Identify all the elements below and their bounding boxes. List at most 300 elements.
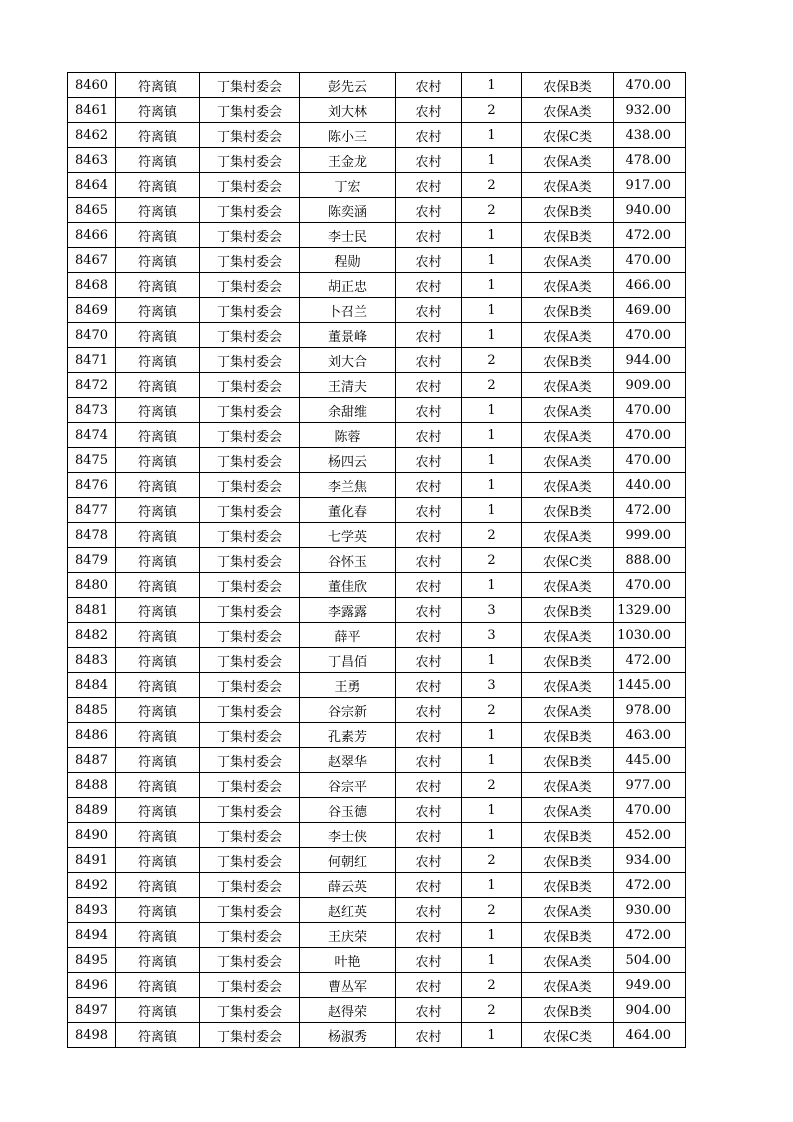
record-id-cell: 8473 <box>68 398 116 423</box>
table-row <box>68 473 686 498</box>
town-cell: 符离镇 <box>116 948 200 973</box>
town-cell: 符离镇 <box>116 73 200 98</box>
amount-cell: 470.00 <box>614 398 686 423</box>
record-id-cell: 8462 <box>68 123 116 148</box>
record-id-cell: 8492 <box>68 873 116 898</box>
area-type-cell: 农村 <box>396 298 462 323</box>
household-count-cell: 1 <box>462 473 522 498</box>
amount-cell: 463.00 <box>614 723 686 748</box>
household-count-cell: 2 <box>462 523 522 548</box>
village-committee-cell: 丁集村委会 <box>200 798 300 823</box>
insurance-class-cell: 农保A类 <box>522 948 614 973</box>
area-type-cell: 农村 <box>396 798 462 823</box>
insurance-class-cell: 农保B类 <box>522 223 614 248</box>
village-committee-cell: 丁集村委会 <box>200 973 300 998</box>
table-body <box>68 73 686 1048</box>
table-row <box>68 723 686 748</box>
insurance-class-cell: 农保A类 <box>522 973 614 998</box>
table-row <box>68 923 686 948</box>
record-id-cell: 8489 <box>68 798 116 823</box>
household-count-cell: 1 <box>462 298 522 323</box>
insurance-class-cell: 农保A类 <box>522 473 614 498</box>
area-type-cell: 农村 <box>396 348 462 373</box>
household-count-cell: 1 <box>462 448 522 473</box>
village-committee-cell: 丁集村委会 <box>200 348 300 373</box>
town-cell: 符离镇 <box>116 773 200 798</box>
record-id-cell: 8483 <box>68 648 116 673</box>
area-type-cell: 农村 <box>396 748 462 773</box>
town-cell: 符离镇 <box>116 473 200 498</box>
household-count-cell: 2 <box>462 898 522 923</box>
name-cell: 卜召兰 <box>300 298 396 323</box>
amount-cell: 470.00 <box>614 248 686 273</box>
village-committee-cell: 丁集村委会 <box>200 823 300 848</box>
household-count-cell: 2 <box>462 773 522 798</box>
insurance-class-cell: 农保B类 <box>522 73 614 98</box>
household-count-cell: 2 <box>462 198 522 223</box>
town-cell: 符离镇 <box>116 123 200 148</box>
record-id-cell: 8485 <box>68 698 116 723</box>
insurance-class-cell: 农保A类 <box>522 623 614 648</box>
amount-cell: 949.00 <box>614 973 686 998</box>
area-type-cell: 农村 <box>396 223 462 248</box>
insurance-class-cell: 农保A类 <box>522 423 614 448</box>
name-cell: 董化春 <box>300 498 396 523</box>
amount-cell: 934.00 <box>614 848 686 873</box>
town-cell: 符离镇 <box>116 523 200 548</box>
table-row <box>68 273 686 298</box>
insurance-class-cell: 农保B类 <box>522 598 614 623</box>
town-cell: 符离镇 <box>116 548 200 573</box>
household-count-cell: 1 <box>462 273 522 298</box>
table-row <box>68 523 686 548</box>
table-row <box>68 998 686 1023</box>
amount-cell: 930.00 <box>614 898 686 923</box>
record-id-cell: 8486 <box>68 723 116 748</box>
amount-cell: 470.00 <box>614 73 686 98</box>
insurance-class-cell: 农保A类 <box>522 98 614 123</box>
household-count-cell: 2 <box>462 998 522 1023</box>
area-type-cell: 农村 <box>396 73 462 98</box>
insurance-class-cell: 农保C类 <box>522 123 614 148</box>
town-cell: 符离镇 <box>116 973 200 998</box>
area-type-cell: 农村 <box>396 198 462 223</box>
name-cell: 七学英 <box>300 523 396 548</box>
household-count-cell: 1 <box>462 798 522 823</box>
insurance-class-cell: 农保A类 <box>522 673 614 698</box>
amount-cell: 472.00 <box>614 498 686 523</box>
table-row <box>68 248 686 273</box>
insurance-class-cell: 农保A类 <box>522 148 614 173</box>
record-id-cell: 8461 <box>68 98 116 123</box>
town-cell: 符离镇 <box>116 298 200 323</box>
insurance-class-cell: 农保B类 <box>522 648 614 673</box>
town-cell: 符离镇 <box>116 348 200 373</box>
amount-cell: 438.00 <box>614 123 686 148</box>
record-id-cell: 8491 <box>68 848 116 873</box>
amount-cell: 470.00 <box>614 573 686 598</box>
household-count-cell: 2 <box>462 173 522 198</box>
record-id-cell: 8490 <box>68 823 116 848</box>
record-id-cell: 8472 <box>68 373 116 398</box>
table-row <box>68 823 686 848</box>
amount-cell: 472.00 <box>614 873 686 898</box>
town-cell: 符离镇 <box>116 898 200 923</box>
table-row <box>68 323 686 348</box>
household-count-cell: 1 <box>462 398 522 423</box>
amount-cell: 904.00 <box>614 998 686 1023</box>
town-cell: 符离镇 <box>116 848 200 873</box>
insurance-class-cell: 农保A类 <box>522 323 614 348</box>
area-type-cell: 农村 <box>396 173 462 198</box>
insurance-class-cell: 农保B类 <box>522 998 614 1023</box>
household-count-cell: 3 <box>462 623 522 648</box>
name-cell: 薛平 <box>300 623 396 648</box>
name-cell: 李兰焦 <box>300 473 396 498</box>
town-cell: 符离镇 <box>116 598 200 623</box>
area-type-cell: 农村 <box>396 698 462 723</box>
area-type-cell: 农村 <box>396 423 462 448</box>
insurance-class-cell: 农保B类 <box>522 298 614 323</box>
record-id-cell: 8480 <box>68 573 116 598</box>
name-cell: 曹丛军 <box>300 973 396 998</box>
name-cell: 李士侠 <box>300 823 396 848</box>
amount-cell: 464.00 <box>614 1023 686 1048</box>
table-row <box>68 223 686 248</box>
insurance-class-cell: 农保A类 <box>522 398 614 423</box>
amount-cell: 888.00 <box>614 548 686 573</box>
area-type-cell: 农村 <box>396 773 462 798</box>
table-row <box>68 898 686 923</box>
village-committee-cell: 丁集村委会 <box>200 398 300 423</box>
household-count-cell: 2 <box>462 348 522 373</box>
town-cell: 符离镇 <box>116 498 200 523</box>
town-cell: 符离镇 <box>116 273 200 298</box>
village-committee-cell: 丁集村委会 <box>200 873 300 898</box>
name-cell: 王庆荣 <box>300 923 396 948</box>
record-id-cell: 8466 <box>68 223 116 248</box>
table-row <box>68 373 686 398</box>
record-id-cell: 8487 <box>68 748 116 773</box>
household-count-cell: 1 <box>462 748 522 773</box>
area-type-cell: 农村 <box>396 498 462 523</box>
household-count-cell: 1 <box>462 923 522 948</box>
area-type-cell: 农村 <box>396 598 462 623</box>
record-id-cell: 8468 <box>68 273 116 298</box>
amount-cell: 999.00 <box>614 523 686 548</box>
household-count-cell: 1 <box>462 823 522 848</box>
name-cell: 王清夫 <box>300 373 396 398</box>
name-cell: 刘大林 <box>300 98 396 123</box>
record-id-cell: 8476 <box>68 473 116 498</box>
area-type-cell: 农村 <box>396 623 462 648</box>
town-cell: 符离镇 <box>116 373 200 398</box>
area-type-cell: 农村 <box>396 373 462 398</box>
amount-cell: 470.00 <box>614 323 686 348</box>
area-type-cell: 农村 <box>396 473 462 498</box>
village-committee-cell: 丁集村委会 <box>200 423 300 448</box>
village-committee-cell: 丁集村委会 <box>200 473 300 498</box>
name-cell: 杨四云 <box>300 448 396 473</box>
table-row <box>68 198 686 223</box>
village-committee-cell: 丁集村委会 <box>200 773 300 798</box>
amount-cell: 472.00 <box>614 223 686 248</box>
name-cell: 彭先云 <box>300 73 396 98</box>
area-type-cell: 农村 <box>396 448 462 473</box>
household-count-cell: 1 <box>462 223 522 248</box>
area-type-cell: 农村 <box>396 948 462 973</box>
village-committee-cell: 丁集村委会 <box>200 523 300 548</box>
town-cell: 符离镇 <box>116 723 200 748</box>
amount-cell: 470.00 <box>614 798 686 823</box>
record-id-cell: 8478 <box>68 523 116 548</box>
household-count-cell: 1 <box>462 123 522 148</box>
village-committee-cell: 丁集村委会 <box>200 573 300 598</box>
household-count-cell: 1 <box>462 648 522 673</box>
name-cell: 陈小三 <box>300 123 396 148</box>
village-committee-cell: 丁集村委会 <box>200 1023 300 1048</box>
name-cell: 赵翠华 <box>300 748 396 773</box>
household-count-cell: 1 <box>462 423 522 448</box>
village-committee-cell: 丁集村委会 <box>200 273 300 298</box>
insurance-class-cell: 农保A类 <box>522 573 614 598</box>
household-count-cell: 1 <box>462 1023 522 1048</box>
area-type-cell: 农村 <box>396 248 462 273</box>
record-id-cell: 8469 <box>68 298 116 323</box>
record-id-cell: 8477 <box>68 498 116 523</box>
insurance-class-cell: 农保B类 <box>522 873 614 898</box>
household-count-cell: 2 <box>462 973 522 998</box>
amount-cell: 977.00 <box>614 773 686 798</box>
name-cell: 赵红英 <box>300 898 396 923</box>
record-id-cell: 8475 <box>68 448 116 473</box>
record-table <box>67 72 686 1048</box>
insurance-class-cell: 农保C类 <box>522 548 614 573</box>
table-row <box>68 448 686 473</box>
area-type-cell: 农村 <box>396 848 462 873</box>
town-cell: 符离镇 <box>116 823 200 848</box>
record-id-cell: 8488 <box>68 773 116 798</box>
village-committee-cell: 丁集村委会 <box>200 323 300 348</box>
insurance-class-cell: 农保B类 <box>522 748 614 773</box>
insurance-class-cell: 农保A类 <box>522 173 614 198</box>
insurance-class-cell: 农保B类 <box>522 723 614 748</box>
household-count-cell: 1 <box>462 573 522 598</box>
amount-cell: 470.00 <box>614 448 686 473</box>
area-type-cell: 农村 <box>396 398 462 423</box>
amount-cell: 470.00 <box>614 423 686 448</box>
insurance-class-cell: 农保B类 <box>522 923 614 948</box>
amount-cell: 940.00 <box>614 198 686 223</box>
name-cell: 丁昌佰 <box>300 648 396 673</box>
household-count-cell: 2 <box>462 548 522 573</box>
name-cell: 李露露 <box>300 598 396 623</box>
household-count-cell: 1 <box>462 498 522 523</box>
record-id-cell: 8464 <box>68 173 116 198</box>
area-type-cell: 农村 <box>396 573 462 598</box>
record-id-cell: 8495 <box>68 948 116 973</box>
record-id-cell: 8493 <box>68 898 116 923</box>
amount-cell: 932.00 <box>614 98 686 123</box>
name-cell: 陈蓉 <box>300 423 396 448</box>
record-id-cell: 8498 <box>68 1023 116 1048</box>
amount-cell: 440.00 <box>614 473 686 498</box>
household-count-cell: 3 <box>462 673 522 698</box>
name-cell: 王勇 <box>300 673 396 698</box>
table-row <box>68 1023 686 1048</box>
insurance-class-cell: 农保B类 <box>522 848 614 873</box>
village-committee-cell: 丁集村委会 <box>200 748 300 773</box>
village-committee-cell: 丁集村委会 <box>200 998 300 1023</box>
area-type-cell: 农村 <box>396 1023 462 1048</box>
area-type-cell: 农村 <box>396 123 462 148</box>
area-type-cell: 农村 <box>396 998 462 1023</box>
village-committee-cell: 丁集村委会 <box>200 498 300 523</box>
record-id-cell: 8463 <box>68 148 116 173</box>
area-type-cell: 农村 <box>396 523 462 548</box>
insurance-class-cell: 农保B类 <box>522 498 614 523</box>
table-row <box>68 648 686 673</box>
name-cell: 陈奕涵 <box>300 198 396 223</box>
name-cell: 程勋 <box>300 248 396 273</box>
table-row <box>68 498 686 523</box>
table-row <box>68 173 686 198</box>
name-cell: 谷玉德 <box>300 798 396 823</box>
name-cell: 余甜维 <box>300 398 396 423</box>
insurance-class-cell: 农保B类 <box>522 823 614 848</box>
table-row <box>68 573 686 598</box>
village-committee-cell: 丁集村委会 <box>200 923 300 948</box>
record-id-cell: 8481 <box>68 598 116 623</box>
household-count-cell: 2 <box>462 98 522 123</box>
record-id-cell: 8471 <box>68 348 116 373</box>
village-committee-cell: 丁集村委会 <box>200 298 300 323</box>
town-cell: 符离镇 <box>116 698 200 723</box>
area-type-cell: 农村 <box>396 98 462 123</box>
amount-cell: 1329.00 <box>614 598 686 623</box>
town-cell: 符离镇 <box>116 223 200 248</box>
record-id-cell: 8484 <box>68 673 116 698</box>
table-row <box>68 73 686 98</box>
record-id-cell: 8470 <box>68 323 116 348</box>
name-cell: 孔素芳 <box>300 723 396 748</box>
insurance-class-cell: 农保A类 <box>522 798 614 823</box>
village-committee-cell: 丁集村委会 <box>200 698 300 723</box>
town-cell: 符离镇 <box>116 198 200 223</box>
amount-cell: 944.00 <box>614 348 686 373</box>
household-count-cell: 3 <box>462 598 522 623</box>
table-row <box>68 798 686 823</box>
name-cell: 胡正忠 <box>300 273 396 298</box>
amount-cell: 1030.00 <box>614 623 686 648</box>
town-cell: 符离镇 <box>116 798 200 823</box>
household-count-cell: 1 <box>462 723 522 748</box>
name-cell: 叶艳 <box>300 948 396 973</box>
amount-cell: 445.00 <box>614 748 686 773</box>
record-id-cell: 8497 <box>68 998 116 1023</box>
household-count-cell: 1 <box>462 148 522 173</box>
insurance-class-cell: 农保A类 <box>522 523 614 548</box>
area-type-cell: 农村 <box>396 548 462 573</box>
area-type-cell: 农村 <box>396 273 462 298</box>
insurance-class-cell: 农保A类 <box>522 273 614 298</box>
household-count-cell: 1 <box>462 873 522 898</box>
area-type-cell: 农村 <box>396 723 462 748</box>
insurance-class-cell: 农保A类 <box>522 698 614 723</box>
name-cell: 刘大合 <box>300 348 396 373</box>
amount-cell: 917.00 <box>614 173 686 198</box>
table-row <box>68 748 686 773</box>
amount-cell: 1445.00 <box>614 673 686 698</box>
table-row <box>68 973 686 998</box>
area-type-cell: 农村 <box>396 898 462 923</box>
amount-cell: 978.00 <box>614 698 686 723</box>
town-cell: 符离镇 <box>116 248 200 273</box>
amount-cell: 472.00 <box>614 648 686 673</box>
table-row <box>68 623 686 648</box>
table-row <box>68 423 686 448</box>
village-committee-cell: 丁集村委会 <box>200 723 300 748</box>
amount-cell: 469.00 <box>614 298 686 323</box>
village-committee-cell: 丁集村委会 <box>200 948 300 973</box>
name-cell: 李士民 <box>300 223 396 248</box>
village-committee-cell: 丁集村委会 <box>200 148 300 173</box>
table-row <box>68 773 686 798</box>
household-count-cell: 1 <box>462 248 522 273</box>
insurance-class-cell: 农保A类 <box>522 248 614 273</box>
name-cell: 薛云英 <box>300 873 396 898</box>
table-row <box>68 98 686 123</box>
town-cell: 符离镇 <box>116 423 200 448</box>
insurance-class-cell: 农保C类 <box>522 1023 614 1048</box>
town-cell: 符离镇 <box>116 398 200 423</box>
area-type-cell: 农村 <box>396 323 462 348</box>
village-committee-cell: 丁集村委会 <box>200 198 300 223</box>
table-row <box>68 698 686 723</box>
table-row <box>68 848 686 873</box>
name-cell: 谷宗新 <box>300 698 396 723</box>
table-row <box>68 598 686 623</box>
town-cell: 符离镇 <box>116 998 200 1023</box>
name-cell: 王金龙 <box>300 148 396 173</box>
table-row <box>68 948 686 973</box>
name-cell: 谷宗平 <box>300 773 396 798</box>
village-committee-cell: 丁集村委会 <box>200 223 300 248</box>
insurance-class-cell: 农保A类 <box>522 898 614 923</box>
amount-cell: 909.00 <box>614 373 686 398</box>
village-committee-cell: 丁集村委会 <box>200 673 300 698</box>
record-id-cell: 8496 <box>68 973 116 998</box>
amount-cell: 472.00 <box>614 923 686 948</box>
household-count-cell: 1 <box>462 73 522 98</box>
table-row <box>68 873 686 898</box>
record-id-cell: 8474 <box>68 423 116 448</box>
town-cell: 符离镇 <box>116 748 200 773</box>
household-count-cell: 1 <box>462 323 522 348</box>
village-committee-cell: 丁集村委会 <box>200 548 300 573</box>
town-cell: 符离镇 <box>116 323 200 348</box>
insurance-class-cell: 农保B类 <box>522 198 614 223</box>
town-cell: 符离镇 <box>116 623 200 648</box>
record-id-cell: 8460 <box>68 73 116 98</box>
village-committee-cell: 丁集村委会 <box>200 123 300 148</box>
village-committee-cell: 丁集村委会 <box>200 623 300 648</box>
name-cell: 董佳欣 <box>300 573 396 598</box>
amount-cell: 466.00 <box>614 273 686 298</box>
town-cell: 符离镇 <box>116 148 200 173</box>
table-row <box>68 348 686 373</box>
record-id-cell: 8494 <box>68 923 116 948</box>
